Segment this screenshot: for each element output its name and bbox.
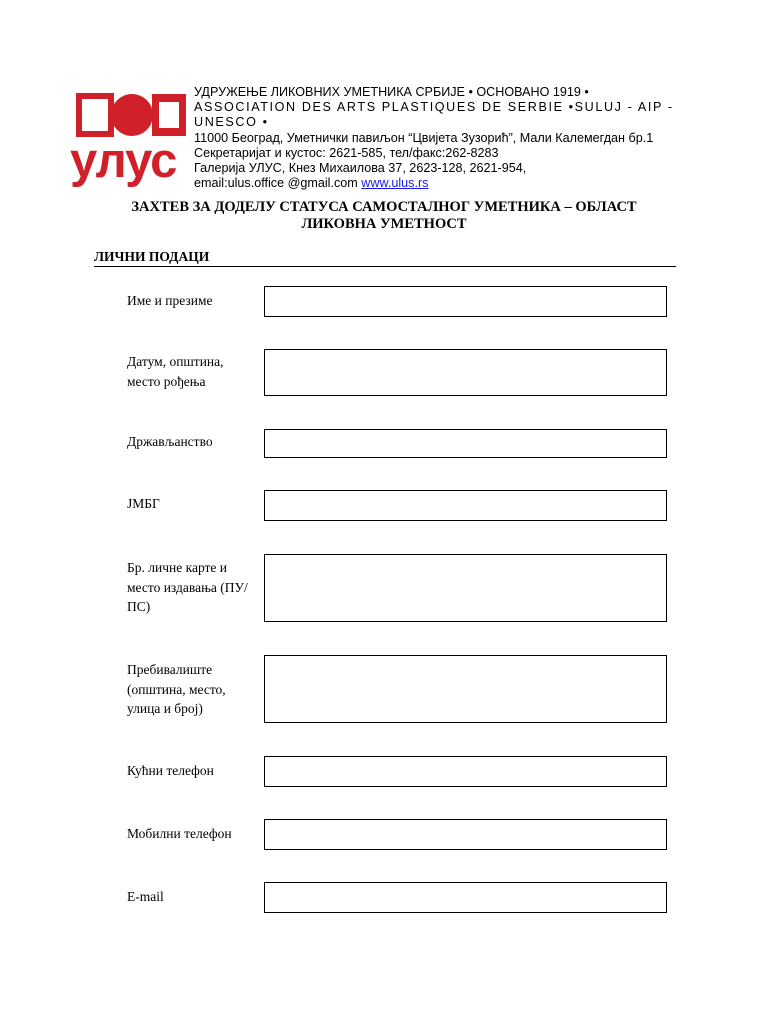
logo-shapes-icon xyxy=(76,93,188,137)
field-label-mobile-phone: Мобилни телефон xyxy=(127,826,232,841)
field-label-id-card: Бр. личне карте и место издавања (ПУ/ПС) xyxy=(127,560,248,614)
org-name-line: УДРУЖЕЊЕ ЛИКОВНИХ УМЕТНИКА СРБИЈЕ • ОСНОВАНО 1919 • xyxy=(194,85,589,99)
email-input[interactable] xyxy=(264,882,667,913)
birth-input[interactable] xyxy=(264,349,667,396)
form-title-line-1: ЗАХТЕВ ЗА ДОДЕЛУ СТАТУСА САМОСТАЛНОГ УМЕТНИКА – ОБЛАСТ xyxy=(131,199,637,215)
logo-wordmark: улус xyxy=(70,134,177,188)
field-label-name: Име и презиме xyxy=(127,293,213,308)
org-secretariat-line: Секретаријат и кустос: 2621-585, тел/факс:262-8283 xyxy=(194,145,499,160)
org-association-line: ASSOCIATION DES ARTS PLASTIQUES DE SERBIE •SULUJ - AIP - xyxy=(194,100,674,115)
form-title xyxy=(60,199,708,233)
org-unesco-line: UNESCO • xyxy=(194,115,269,130)
form-title-line-2: ЛИКОВНА УМЕТНОСТ xyxy=(301,216,467,232)
citizenship-input[interactable] xyxy=(264,429,667,458)
organization-header xyxy=(194,85,674,191)
jmbg-input[interactable] xyxy=(264,490,667,521)
org-gallery-line: Галерија УЛУС, Кнез Михаилова 37, 2623-128, 2621-954, xyxy=(194,161,527,176)
ulus-logo xyxy=(70,93,190,193)
field-label-birth: Датум, општина, место рођења xyxy=(127,354,224,389)
name-input[interactable] xyxy=(264,286,667,317)
home-phone-input[interactable] xyxy=(264,756,667,787)
residence-input[interactable] xyxy=(264,655,667,723)
website-link[interactable]: www.ulus.rs xyxy=(361,176,429,191)
mobile-phone-input[interactable] xyxy=(264,819,667,850)
field-label-jmbg: ЈМБГ xyxy=(127,496,160,511)
org-contact-line xyxy=(194,176,674,191)
id-card-input[interactable] xyxy=(264,554,667,622)
field-label-home-phone: Кућни телефон xyxy=(127,763,214,778)
org-email: email:ulus.office @gmail.com xyxy=(194,176,362,191)
field-label-residence: Пребивалиште (општина, место, улица и број) xyxy=(127,662,226,716)
field-label-citizenship: Држављанство xyxy=(127,434,213,449)
field-label-email: E-mail xyxy=(127,889,164,904)
org-address-line: 11000 Београд, Уметнички павиљон “Цвијета Зузорић”, Мали Калемегдан бр.1 xyxy=(194,130,654,145)
section-heading-personal-data: ЛИЧНИ ПОДАЦИ xyxy=(94,249,676,267)
